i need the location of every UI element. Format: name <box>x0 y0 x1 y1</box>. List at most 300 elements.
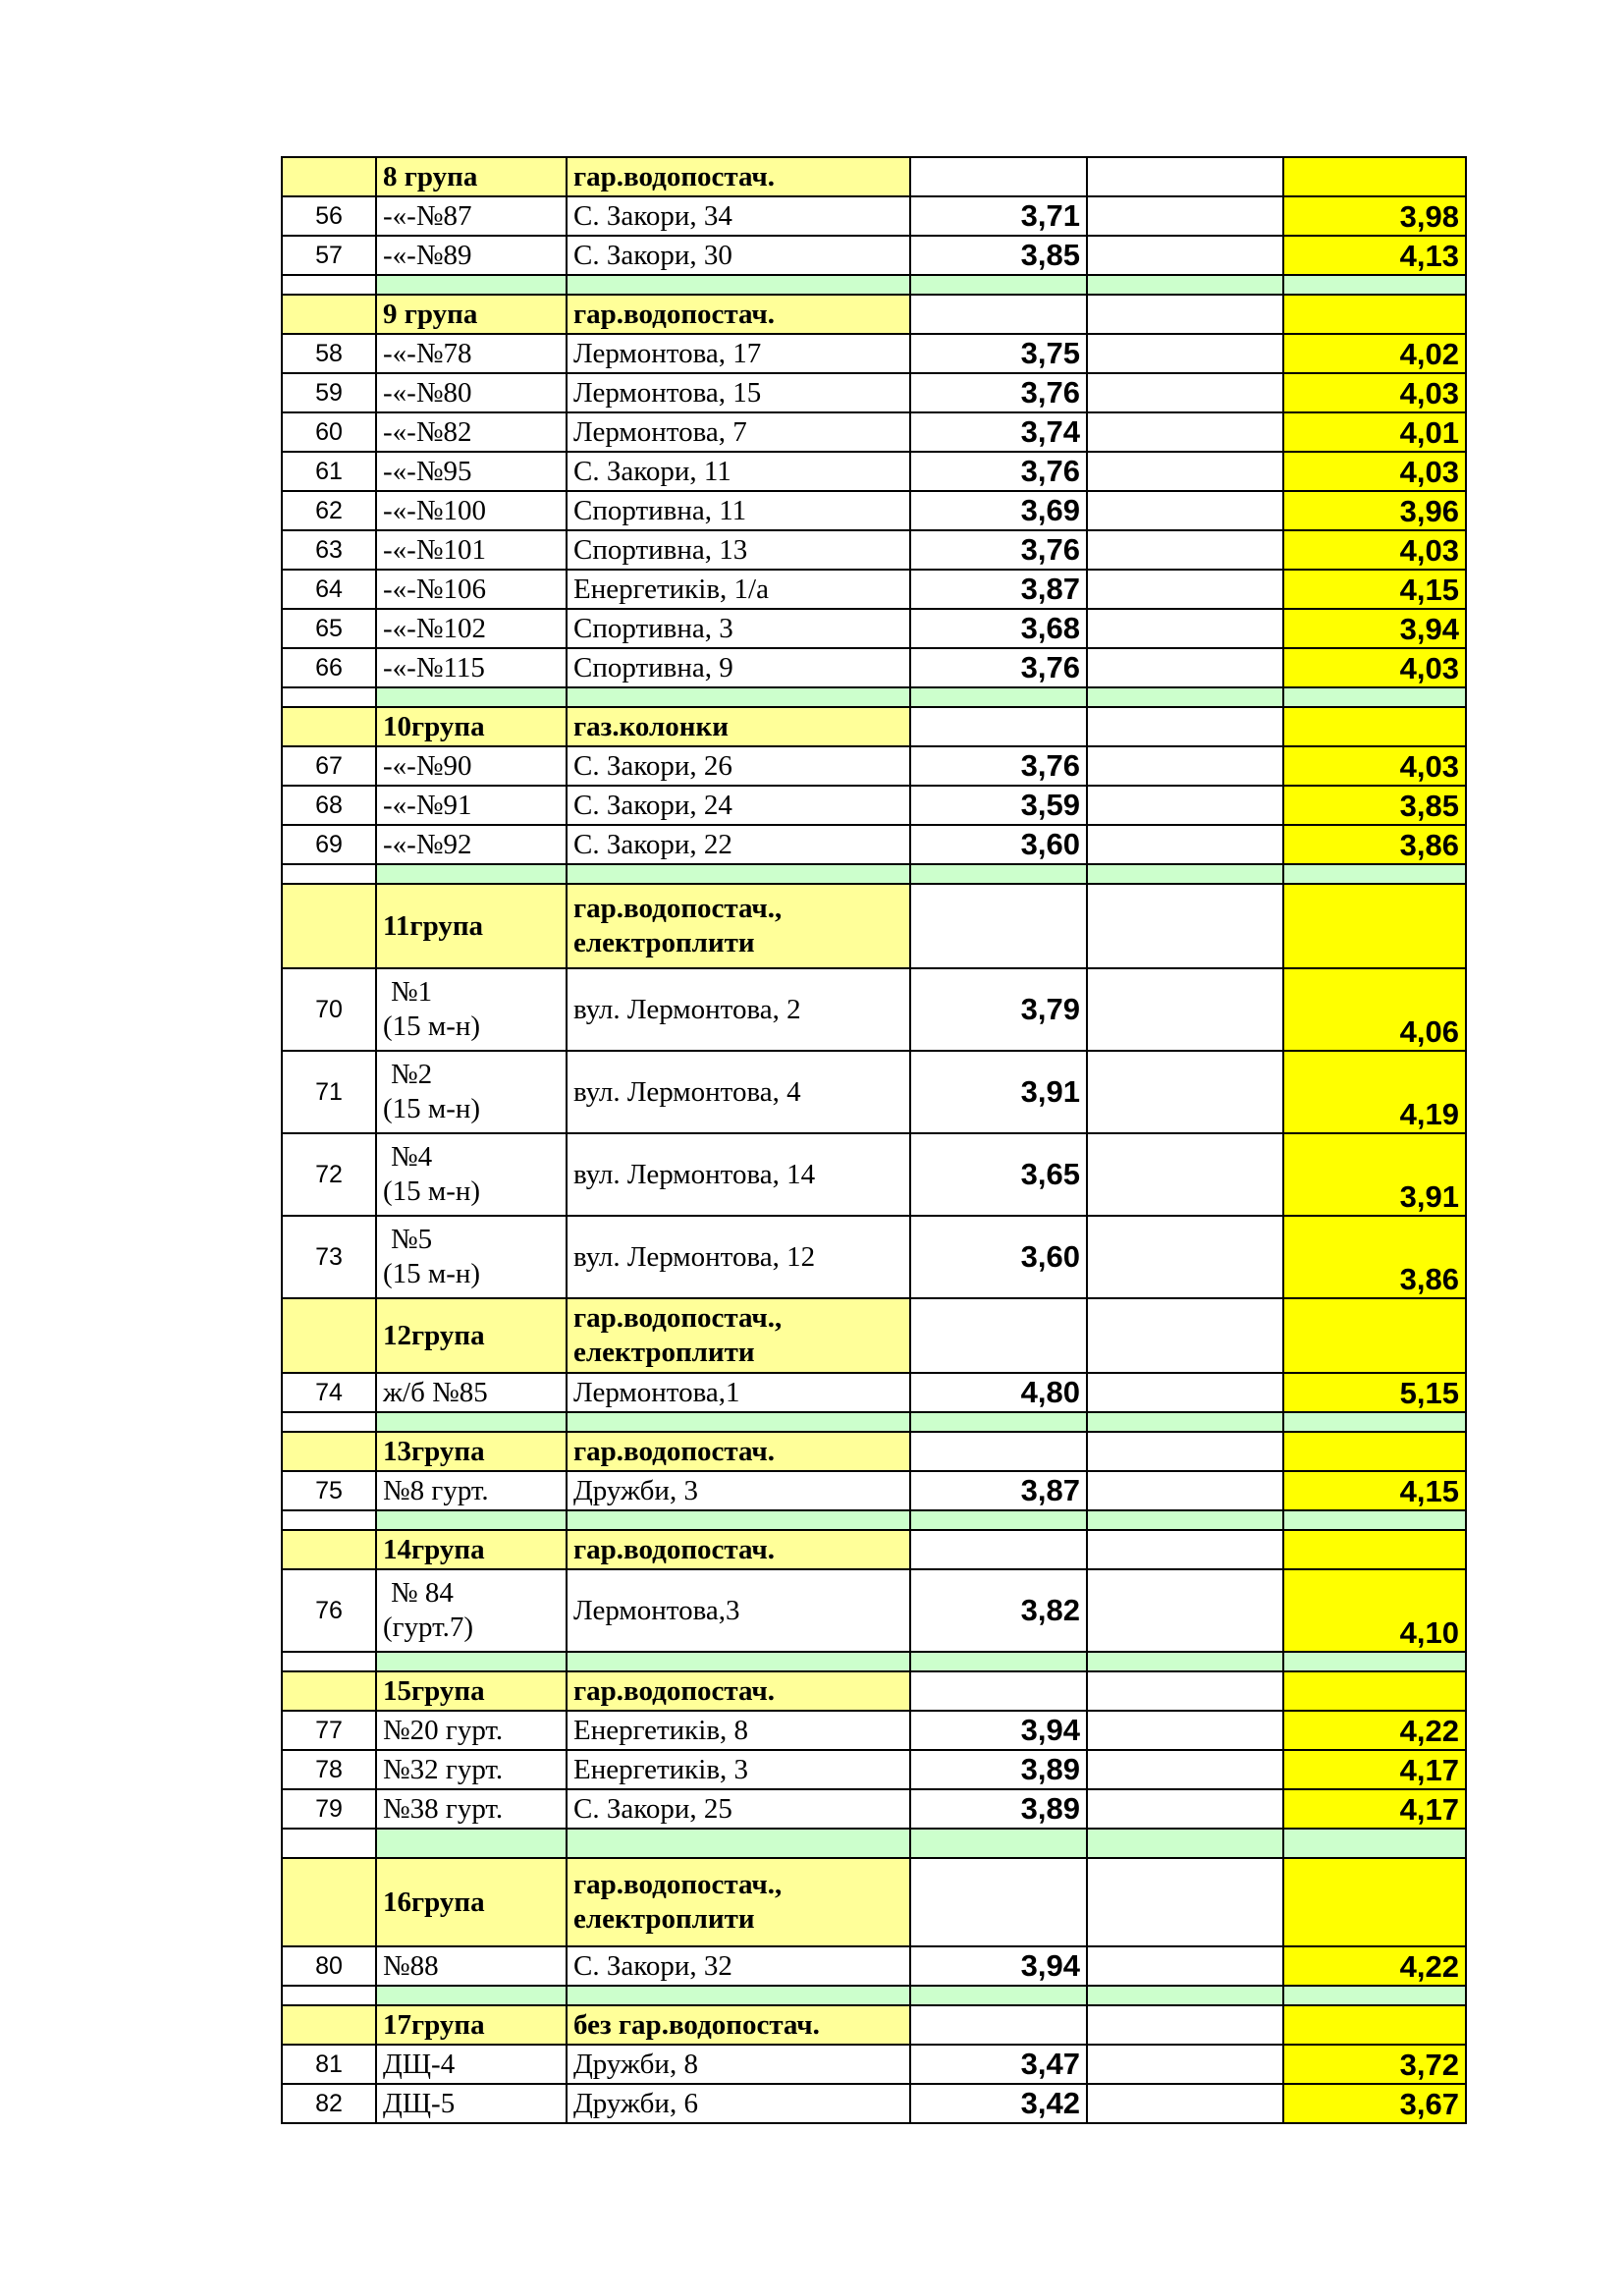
separator-row <box>282 1986 1466 2005</box>
row-number: 63 <box>282 530 376 570</box>
address: Лермонтова,1 <box>567 1373 910 1412</box>
group-header-row <box>282 1858 1466 1946</box>
row-number: 61 <box>282 452 376 491</box>
tariff-value-new: 4,03 <box>1283 452 1466 491</box>
group-tariff-cell <box>1283 1671 1466 1711</box>
building-name-line: №5 <box>391 1224 433 1256</box>
separator-cell <box>282 1986 376 2005</box>
row-number: 64 <box>282 570 376 609</box>
tariff-value-new: 4,06 <box>1283 968 1466 1051</box>
building-name <box>376 1471 567 1510</box>
separator-row <box>282 1829 1466 1858</box>
separator-row <box>282 1412 1466 1432</box>
empty-cell <box>1087 1711 1283 1750</box>
empty-cell <box>1087 2005 1283 2045</box>
separator-row <box>282 275 1466 295</box>
tariff-value-new: 4,03 <box>1283 746 1466 786</box>
table-row <box>282 1750 1466 1789</box>
table-row <box>282 452 1466 491</box>
building-name-line: -«-№100 <box>383 494 486 526</box>
separator-cell <box>567 1652 910 1671</box>
group-header-row <box>282 1298 1466 1373</box>
empty-cell <box>1087 1946 1283 1986</box>
empty-cell <box>1087 1789 1283 1829</box>
tariff-value: 3,79 <box>910 968 1087 1051</box>
building-name-line: -«-№80 <box>383 376 472 409</box>
row-number: 66 <box>282 648 376 687</box>
building-name-line: ДЩ-4 <box>383 2048 456 2080</box>
building-name-line: -«-№95 <box>383 455 472 487</box>
group-header-row <box>282 1530 1466 1569</box>
table-row <box>282 609 1466 648</box>
building-name <box>376 1133 567 1216</box>
empty-cell <box>910 157 1087 196</box>
building-name <box>376 1051 567 1133</box>
separator-cell <box>910 1510 1087 1530</box>
building-name <box>376 412 567 452</box>
building-name-line: №20 гурт. <box>383 1714 504 1746</box>
building-name-line: №38 гурт. <box>383 1792 504 1825</box>
building-name-detail: (15 м-н) <box>383 1093 481 1124</box>
building-name-line: №32 гурт. <box>383 1753 504 1785</box>
separator-cell <box>282 275 376 295</box>
group-tariff-cell <box>1283 1530 1466 1569</box>
tariff-value: 3,47 <box>910 2045 1087 2084</box>
address: Енергетиків, 8 <box>567 1711 910 1750</box>
address: С. Закори, 11 <box>567 452 910 491</box>
group-header-row <box>282 157 1466 196</box>
row-number: 68 <box>282 786 376 825</box>
separator-cell <box>1283 1829 1466 1858</box>
group-tariff-cell <box>1283 1298 1466 1373</box>
group-tariff-cell <box>1283 295 1466 334</box>
group-number-cell <box>282 157 376 196</box>
address: вул. Лермонтова, 2 <box>567 968 910 1051</box>
empty-cell <box>1087 1432 1283 1471</box>
table-row <box>282 825 1466 864</box>
group-header-row <box>282 707 1466 746</box>
empty-cell <box>1087 707 1283 746</box>
empty-cell <box>1087 452 1283 491</box>
empty-cell <box>1087 2084 1283 2123</box>
separator-row <box>282 1510 1466 1530</box>
building-name <box>376 334 567 373</box>
row-number: 80 <box>282 1946 376 1986</box>
address: С. Закори, 25 <box>567 1789 910 1829</box>
empty-cell <box>1087 825 1283 864</box>
empty-cell <box>910 1298 1087 1373</box>
separator-cell <box>567 1829 910 1858</box>
empty-cell <box>1087 530 1283 570</box>
row-number: 73 <box>282 1216 376 1298</box>
separator-row <box>282 687 1466 707</box>
table-row <box>282 2045 1466 2084</box>
table-row <box>282 968 1466 1051</box>
separator-cell <box>282 687 376 707</box>
empty-cell <box>1087 609 1283 648</box>
building-name-detail: (15 м-н) <box>383 1175 481 1207</box>
empty-cell <box>1087 157 1283 196</box>
address: вул. Лермонтова, 12 <box>567 1216 910 1298</box>
group-description: газ.колонки <box>567 707 910 746</box>
row-number: 79 <box>282 1789 376 1829</box>
address: Спортивна, 11 <box>567 491 910 530</box>
tariff-value: 3,76 <box>910 746 1087 786</box>
building-name-line: №2 <box>391 1059 433 1091</box>
row-number: 77 <box>282 1711 376 1750</box>
tariff-value: 3,59 <box>910 786 1087 825</box>
table-row <box>282 1569 1466 1652</box>
building-name-line: №1 <box>391 976 433 1009</box>
empty-cell <box>910 707 1087 746</box>
tariff-value: 3,76 <box>910 648 1087 687</box>
separator-cell <box>910 687 1087 707</box>
separator-cell <box>910 1652 1087 1671</box>
separator-cell <box>1283 275 1466 295</box>
address: С. Закори, 22 <box>567 825 910 864</box>
row-number: 59 <box>282 373 376 412</box>
empty-cell <box>1087 334 1283 373</box>
empty-cell <box>910 295 1087 334</box>
group-header-row <box>282 2005 1466 2045</box>
separator-cell <box>1087 1510 1283 1530</box>
address: Спортивна, 9 <box>567 648 910 687</box>
table-row <box>282 1471 1466 1510</box>
row-number: 71 <box>282 1051 376 1133</box>
group-name: 16група <box>376 1858 567 1946</box>
separator-cell <box>282 1412 376 1432</box>
tariff-value: 3,71 <box>910 196 1087 236</box>
separator-cell <box>282 1652 376 1671</box>
empty-cell <box>1087 1298 1283 1373</box>
building-name-line: -«-№106 <box>383 573 486 605</box>
building-name-line: -«-№87 <box>383 199 472 232</box>
separator-cell <box>1283 1412 1466 1432</box>
tariff-value: 3,65 <box>910 1133 1087 1216</box>
empty-cell <box>1087 1051 1283 1133</box>
separator-cell <box>567 687 910 707</box>
tariff-value-new: 4,03 <box>1283 373 1466 412</box>
address: вул. Лермонтова, 4 <box>567 1051 910 1133</box>
group-name: 11група <box>376 884 567 968</box>
separator-cell <box>1283 864 1466 884</box>
table-row <box>282 1133 1466 1216</box>
tariff-value: 3,76 <box>910 530 1087 570</box>
tariff-value: 3,94 <box>910 1946 1087 1986</box>
empty-cell <box>1087 491 1283 530</box>
building-name-line: ж/б №85 <box>383 1376 488 1408</box>
empty-cell <box>1087 1133 1283 1216</box>
row-number: 76 <box>282 1569 376 1652</box>
address: Лермонтова, 17 <box>567 334 910 373</box>
empty-cell <box>1087 1471 1283 1510</box>
group-name: 17група <box>376 2005 567 2045</box>
group-tariff-cell <box>1283 157 1466 196</box>
group-description: гар.водопостач. <box>567 1671 910 1711</box>
building-name <box>376 968 567 1051</box>
group-header-row <box>282 1432 1466 1471</box>
group-tariff-cell <box>1283 707 1466 746</box>
empty-cell <box>910 1671 1087 1711</box>
separator-cell <box>910 1986 1087 2005</box>
separator-row <box>282 1652 1466 1671</box>
empty-cell <box>910 2005 1087 2045</box>
empty-cell <box>1087 884 1283 968</box>
tariff-value: 3,75 <box>910 334 1087 373</box>
group-number-cell <box>282 2005 376 2045</box>
group-description: гар.водопостач. <box>567 157 910 196</box>
tariff-value-new: 4,17 <box>1283 1750 1466 1789</box>
tariff-value-new: 4,19 <box>1283 1051 1466 1133</box>
separator-cell <box>567 1412 910 1432</box>
group-number-cell <box>282 1432 376 1471</box>
tariff-value-new: 4,15 <box>1283 1471 1466 1510</box>
empty-cell <box>1087 746 1283 786</box>
group-name: 15група <box>376 1671 567 1711</box>
separator-cell <box>376 1510 567 1530</box>
empty-cell <box>1087 1569 1283 1652</box>
row-number: 60 <box>282 412 376 452</box>
building-name-detail: (15 м-н) <box>383 1011 481 1042</box>
empty-cell <box>1087 1750 1283 1789</box>
building-name <box>376 1789 567 1829</box>
address: Лермонтова,3 <box>567 1569 910 1652</box>
group-description: гар.водопостач., електроплити <box>567 1298 910 1373</box>
address: Спортивна, 13 <box>567 530 910 570</box>
address: С. Закори, 30 <box>567 236 910 275</box>
row-number: 62 <box>282 491 376 530</box>
tariff-value: 3,76 <box>910 373 1087 412</box>
building-name-line: -«-№115 <box>383 651 485 683</box>
separator-cell <box>910 1412 1087 1432</box>
table-row <box>282 570 1466 609</box>
tariff-value-new: 3,85 <box>1283 786 1466 825</box>
table-row <box>282 373 1466 412</box>
tariff-value-new: 4,03 <box>1283 530 1466 570</box>
empty-cell <box>1087 648 1283 687</box>
empty-cell <box>1087 1671 1283 1711</box>
row-number: 69 <box>282 825 376 864</box>
building-name <box>376 2084 567 2123</box>
building-name-line: -«-№78 <box>383 337 472 369</box>
separator-cell <box>567 1510 910 1530</box>
table-row <box>282 1373 1466 1412</box>
tariff-value: 3,89 <box>910 1789 1087 1829</box>
group-tariff-cell <box>1283 884 1466 968</box>
building-name-line: №8 гурт. <box>383 1474 489 1506</box>
separator-cell <box>910 275 1087 295</box>
group-number-cell <box>282 1298 376 1373</box>
tariff-value-new: 4,01 <box>1283 412 1466 452</box>
row-number: 58 <box>282 334 376 373</box>
group-description: гар.водопостач. <box>567 295 910 334</box>
building-name <box>376 825 567 864</box>
group-number-cell <box>282 1671 376 1711</box>
separator-cell <box>376 1829 567 1858</box>
building-name-line: -«-№92 <box>383 828 472 860</box>
building-name <box>376 491 567 530</box>
separator-cell <box>1087 864 1283 884</box>
tariff-value-new: 3,86 <box>1283 1216 1466 1298</box>
row-number: 82 <box>282 2084 376 2123</box>
empty-cell <box>1087 1216 1283 1298</box>
building-name <box>376 1569 567 1652</box>
building-name <box>376 530 567 570</box>
separator-cell <box>1087 275 1283 295</box>
address: С. Закори, 32 <box>567 1946 910 1986</box>
group-name: 14група <box>376 1530 567 1569</box>
empty-cell <box>1087 295 1283 334</box>
building-name <box>376 570 567 609</box>
building-name <box>376 609 567 648</box>
separator-cell <box>1087 1412 1283 1432</box>
row-number: 67 <box>282 746 376 786</box>
separator-cell <box>376 1652 567 1671</box>
separator-cell <box>376 864 567 884</box>
separator-row <box>282 864 1466 884</box>
group-description: без гар.водопостач. <box>567 2005 910 2045</box>
building-name <box>376 373 567 412</box>
separator-cell <box>1087 1829 1283 1858</box>
address: Дружби, 8 <box>567 2045 910 2084</box>
building-name <box>376 1946 567 1986</box>
empty-cell <box>1087 1858 1283 1946</box>
table-row <box>282 1789 1466 1829</box>
row-number: 57 <box>282 236 376 275</box>
tariff-value: 3,94 <box>910 1711 1087 1750</box>
group-description: гар.водопостач. <box>567 1530 910 1569</box>
address: С. Закори, 34 <box>567 196 910 236</box>
tariff-value-new: 3,72 <box>1283 2045 1466 2084</box>
address: Дружби, 6 <box>567 2084 910 2123</box>
building-name <box>376 236 567 275</box>
group-name: 10група <box>376 707 567 746</box>
separator-cell <box>1283 687 1466 707</box>
building-name <box>376 746 567 786</box>
building-name-line: №88 <box>383 1949 439 1982</box>
tariff-value-new: 3,94 <box>1283 609 1466 648</box>
tariff-value-new: 5,15 <box>1283 1373 1466 1412</box>
separator-cell <box>282 1829 376 1858</box>
empty-cell <box>910 1530 1087 1569</box>
group-name: 12група <box>376 1298 567 1373</box>
table-row <box>282 786 1466 825</box>
empty-cell <box>1087 968 1283 1051</box>
empty-cell <box>1087 236 1283 275</box>
tariff-value: 3,69 <box>910 491 1087 530</box>
group-number-cell <box>282 1530 376 1569</box>
group-tariff-cell <box>1283 1858 1466 1946</box>
row-number: 75 <box>282 1471 376 1510</box>
address: Енергетиків, 3 <box>567 1750 910 1789</box>
address: вул. Лермонтова, 14 <box>567 1133 910 1216</box>
empty-cell <box>910 1858 1087 1946</box>
row-number: 65 <box>282 609 376 648</box>
table-row <box>282 236 1466 275</box>
tariff-value: 3,76 <box>910 452 1087 491</box>
tariff-value: 3,89 <box>910 1750 1087 1789</box>
tariff-value-new: 3,67 <box>1283 2084 1466 2123</box>
separator-cell <box>910 864 1087 884</box>
row-number: 78 <box>282 1750 376 1789</box>
separator-cell <box>567 275 910 295</box>
building-name-line: -«-№89 <box>383 239 472 271</box>
row-number: 56 <box>282 196 376 236</box>
separator-cell <box>376 275 567 295</box>
address: С. Закори, 26 <box>567 746 910 786</box>
building-name <box>376 1216 567 1298</box>
table-row <box>282 334 1466 373</box>
table-row <box>282 648 1466 687</box>
group-tariff-cell <box>1283 2005 1466 2045</box>
group-number-cell <box>282 1858 376 1946</box>
separator-cell <box>910 1829 1087 1858</box>
building-name <box>376 1750 567 1789</box>
building-name-line: -«-№82 <box>383 415 472 448</box>
address: Дружби, 3 <box>567 1471 910 1510</box>
separator-cell <box>1283 1510 1466 1530</box>
separator-cell <box>282 1510 376 1530</box>
separator-cell <box>376 1986 567 2005</box>
separator-cell <box>1283 1986 1466 2005</box>
group-tariff-cell <box>1283 1432 1466 1471</box>
group-description: гар.водопостач., електроплити <box>567 884 910 968</box>
tariff-value: 4,80 <box>910 1373 1087 1412</box>
group-name: 8 група <box>376 157 567 196</box>
separator-cell <box>376 1412 567 1432</box>
building-name-detail: (15 м-н) <box>383 1258 481 1289</box>
table-row <box>282 1946 1466 1986</box>
tariff-value: 3,91 <box>910 1051 1087 1133</box>
tariff-value-new: 4,22 <box>1283 1711 1466 1750</box>
group-number-cell <box>282 884 376 968</box>
table-row <box>282 530 1466 570</box>
empty-cell <box>1087 570 1283 609</box>
tariff-value: 3,87 <box>910 570 1087 609</box>
row-number: 70 <box>282 968 376 1051</box>
building-name-line: -«-№91 <box>383 789 472 821</box>
separator-cell <box>1087 1652 1283 1671</box>
building-name-line: №4 <box>391 1141 433 1174</box>
tariff-value-new: 4,22 <box>1283 1946 1466 1986</box>
separator-cell <box>1283 1652 1466 1671</box>
tariff-value: 3,60 <box>910 1216 1087 1298</box>
separator-cell <box>1087 1986 1283 2005</box>
table-row <box>282 1216 1466 1298</box>
group-number-cell <box>282 707 376 746</box>
tariff-value-new: 4,10 <box>1283 1569 1466 1652</box>
separator-cell <box>376 687 567 707</box>
empty-cell <box>1087 196 1283 236</box>
separator-cell <box>567 864 910 884</box>
empty-cell <box>1087 1373 1283 1412</box>
table-row <box>282 1711 1466 1750</box>
tariff-value: 3,87 <box>910 1471 1087 1510</box>
building-name <box>376 452 567 491</box>
building-name <box>376 648 567 687</box>
tariff-value-new: 3,96 <box>1283 491 1466 530</box>
tariff-value: 3,85 <box>910 236 1087 275</box>
group-header-row <box>282 295 1466 334</box>
table-row <box>282 412 1466 452</box>
tariff-value-new: 4,02 <box>1283 334 1466 373</box>
address: Спортивна, 3 <box>567 609 910 648</box>
building-name-line: -«-№90 <box>383 749 472 782</box>
tariff-value-new: 4,13 <box>1283 236 1466 275</box>
group-header-row <box>282 1671 1466 1711</box>
row-number: 74 <box>282 1373 376 1412</box>
tariff-value-new: 4,03 <box>1283 648 1466 687</box>
